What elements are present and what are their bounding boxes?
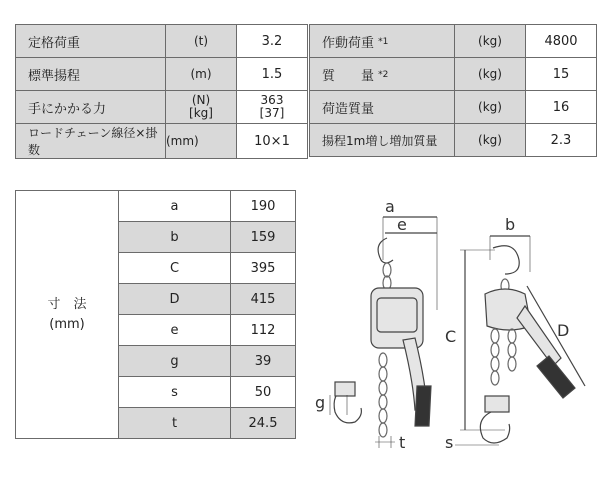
spec-value-line2: [37] [259,106,285,120]
dimension-value: 395 [231,253,296,284]
spec-row [16,91,308,124]
dimension-key: b [119,222,231,253]
spec-row [16,58,308,91]
spec-unit: (t) [166,25,237,58]
dimension-key: s [119,377,231,408]
dimensions-header-title: 寸 法 [47,296,87,312]
dimensions-table [15,190,296,439]
dimension-key: g [119,346,231,377]
spec-unit-line1: (N) [191,93,211,107]
side-top-hook [493,246,519,274]
spec-label: 荷造質量 [310,91,455,124]
spec-value: 4800 [526,25,597,58]
dimensions-header-unit: (mm) [49,316,85,332]
lever-grip-front [415,386,431,426]
spec-unit: (m) [166,58,237,91]
dimension-row [16,191,296,222]
spec-value: 1.5 [237,58,308,91]
top-hook-shape [378,238,393,263]
dimension-value: 24.5 [231,408,296,439]
spec-value-line1: 363 [260,93,284,107]
footnote-mark: *2 [378,69,389,80]
label-b: b [505,215,516,234]
spec-row [16,124,308,159]
dimension-key: D [119,284,231,315]
label-a: a [385,197,395,216]
dimension-value: 50 [231,377,296,408]
dimension-key: e [119,315,231,346]
spec-label: 定格荷重 [16,25,166,58]
spec-unit-line2: [kg] [189,106,213,120]
spec-value [237,91,308,124]
spec-label: 揚程1m増し増加質量 [310,124,455,157]
spec-label [310,58,455,91]
label-t: t [399,433,406,452]
spec-row [310,91,597,124]
dimension-value: 112 [231,315,296,346]
dimension-key: t [119,408,231,439]
footnote-mark: *1 [378,36,389,47]
spec-unit: (kg) [455,124,526,157]
spec-label [310,25,455,58]
spec-label: 手にかかる力 [16,91,166,124]
spec-row [16,25,308,58]
dimension-value: 159 [231,222,296,253]
spec-unit: (kg) [455,58,526,91]
dimension-value: 190 [231,191,296,222]
spec-value: 10×1 [237,124,308,159]
lever-handle-side [517,306,561,366]
spec-unit: (kg) [455,25,526,58]
dimension-key: C [119,253,231,284]
dimension-key: a [119,191,231,222]
lever-hoist-diagram [305,190,600,490]
spec-value: 15 [526,58,597,91]
label-e: e [397,215,407,234]
dimension-value: 415 [231,284,296,315]
spec-value: 2.3 [526,124,597,157]
side-bottom-hook [480,412,509,443]
label-g: g [315,393,326,412]
spec-label: 標準揚程 [16,58,166,91]
spec-label-text: 作動荷重 [322,35,375,51]
spec-unit: (kg) [455,91,526,124]
label-D: D [557,321,570,340]
spec-row [310,58,597,91]
spec-unit: (mm) [166,124,237,159]
spec-row [310,25,597,58]
spec-unit [166,91,237,124]
spec-value: 3.2 [237,25,308,58]
label-s: s [445,433,454,452]
dimension-value: 39 [231,346,296,377]
spec-label-text: 質 量 [322,68,375,84]
spec-label: ロードチェーン線径×掛数 [16,124,166,159]
spec-row [310,124,597,157]
label-C: C [445,327,457,346]
spec-table-left [15,24,308,159]
dimensions-header [16,191,119,439]
spec-table-right [309,24,597,157]
spec-value: 16 [526,91,597,124]
